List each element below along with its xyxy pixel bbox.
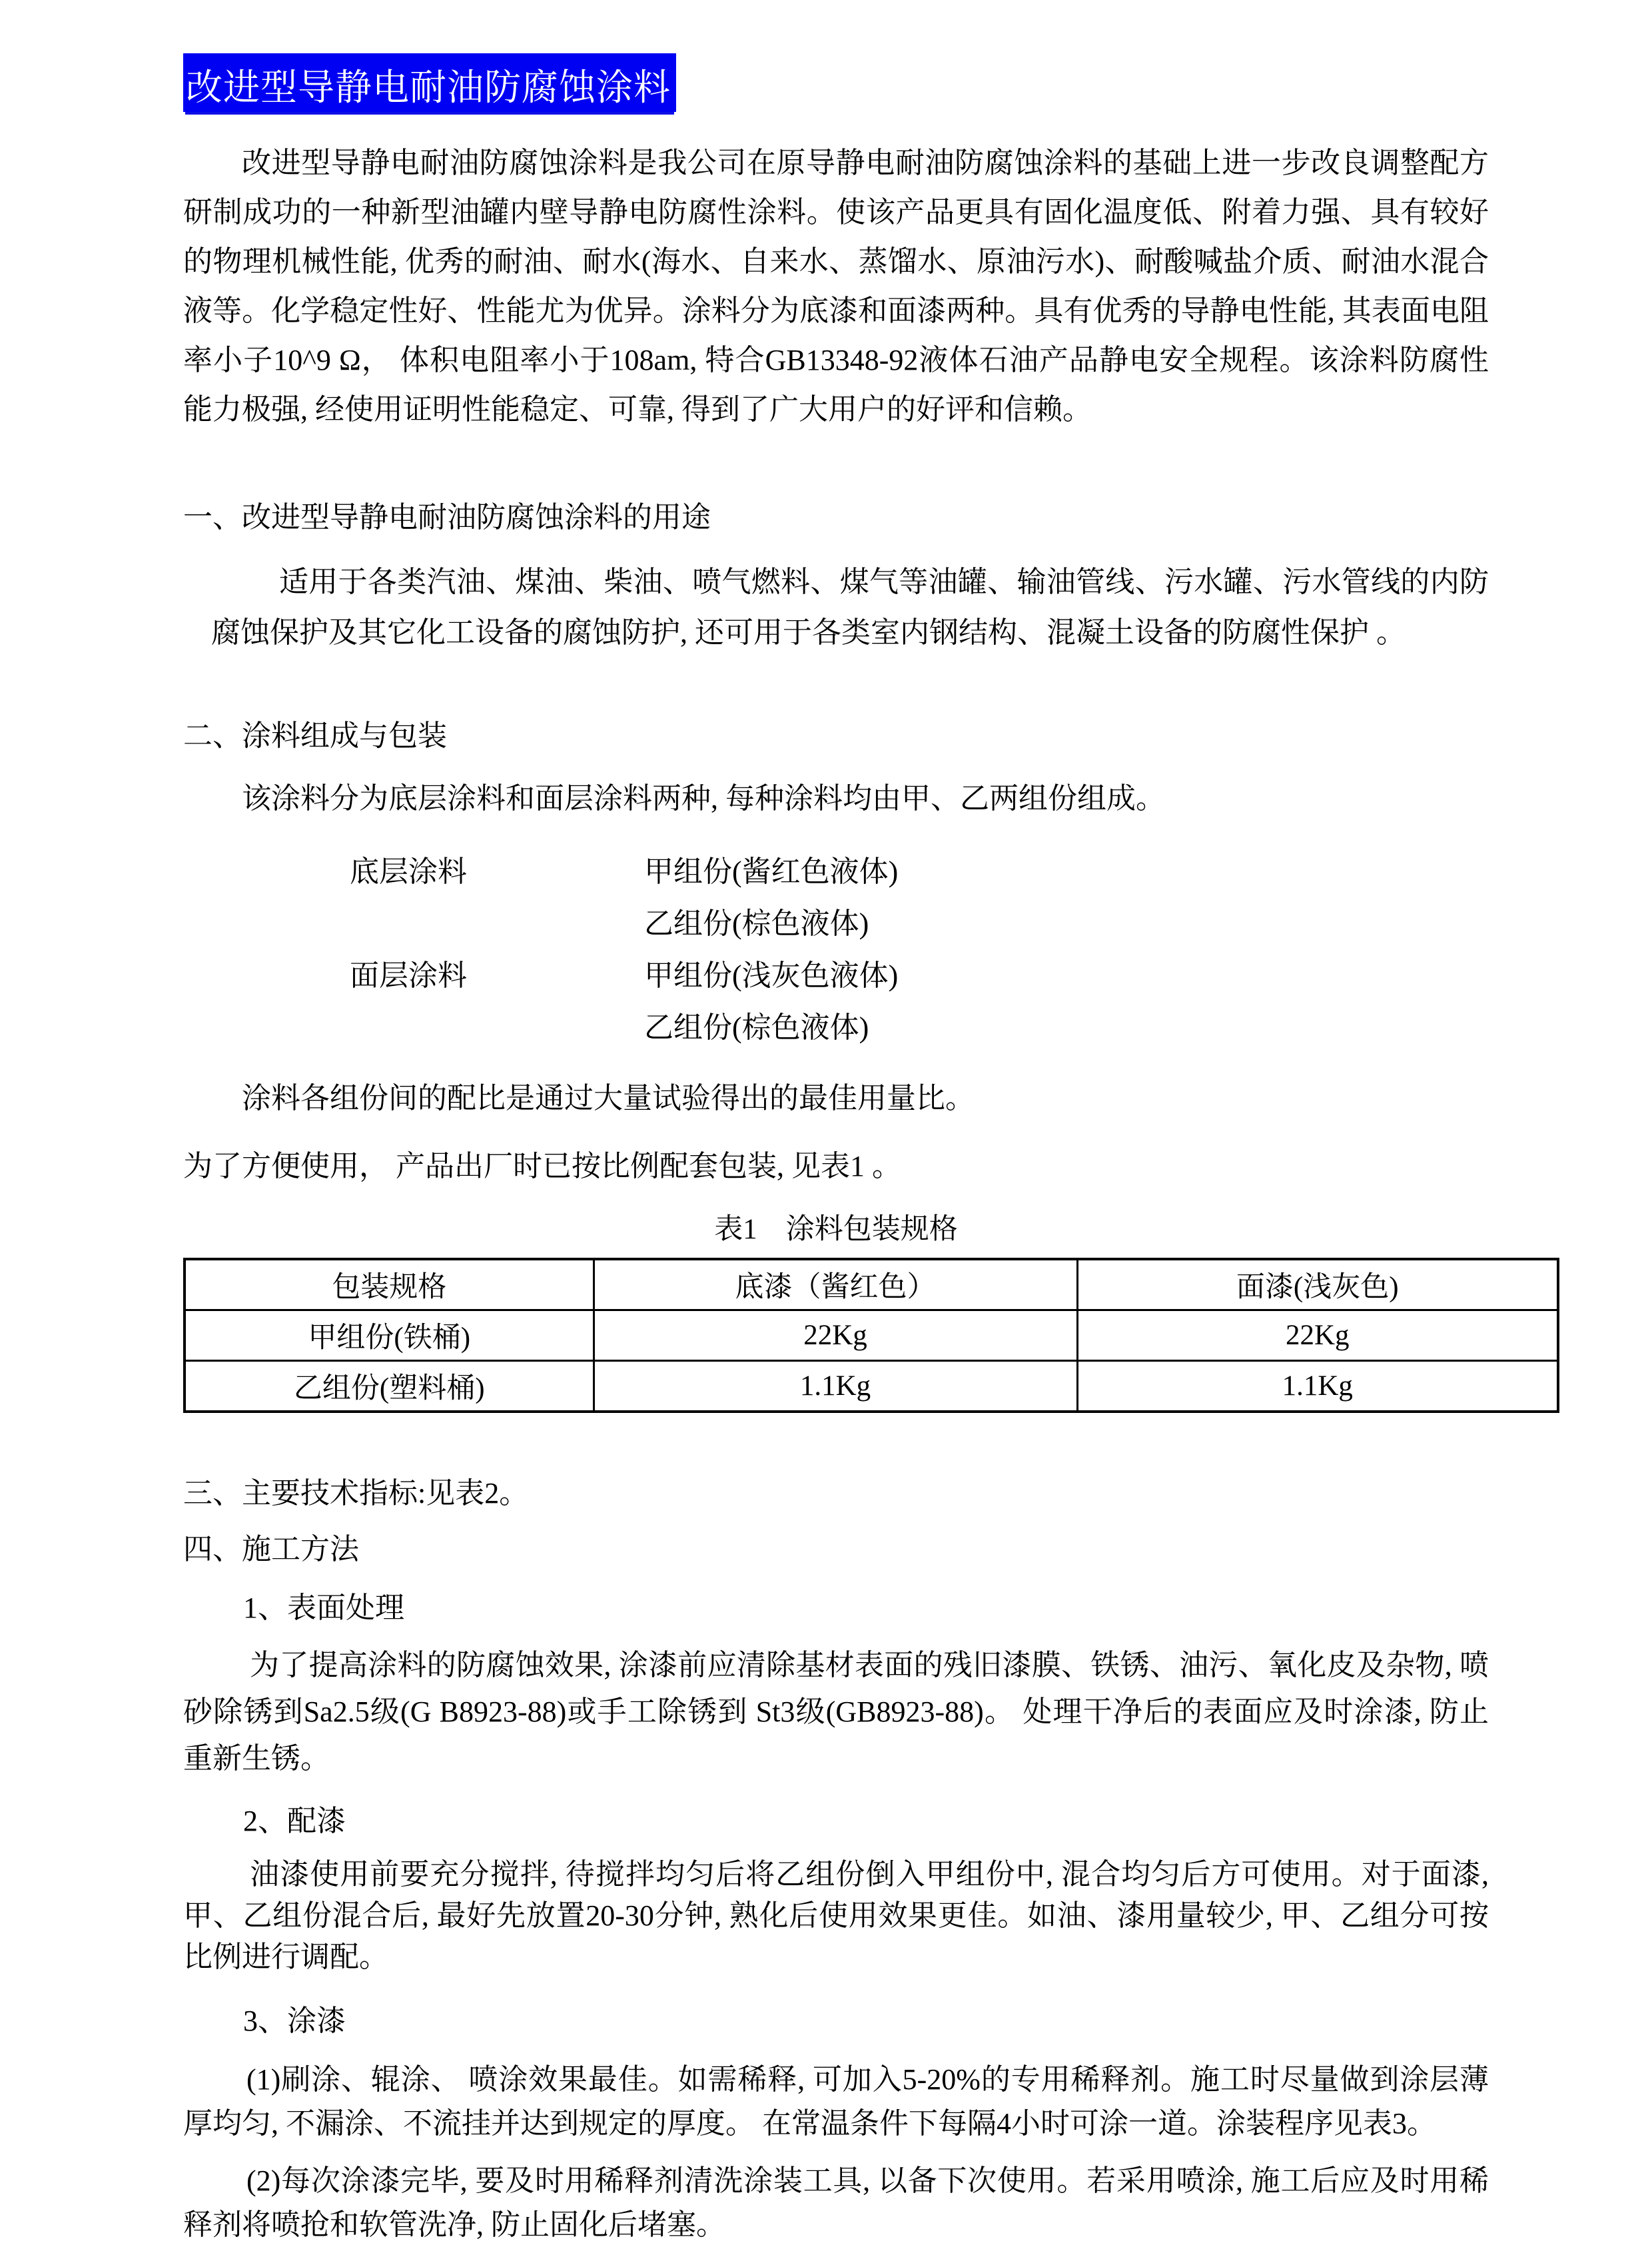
section-4-heading: 四、施工方法 [183, 1533, 359, 1566]
document-title: 改进型导静电耐油防腐蚀涂料 [183, 53, 676, 112]
paint-mixing-paragraph: 油漆使用前要充分搅拌, 待搅拌均匀后将乙组份倒入甲组份中, 混合均匀后方可使用。对于面漆, 甲、乙组份混合后, 最好先放置20-30分钟, 熟化后使用效果更佳。如油、漆用量较少, 甲、乙组分可按比例进行调配。 [183, 1858, 1489, 1973]
section-2-heading: 二、涂料组成与包装 [183, 719, 447, 752]
table-row [185, 1361, 1558, 1412]
component-list [183, 846, 1489, 1054]
table-header-cell: 包装规格 [185, 1259, 594, 1310]
component-layer-label [350, 1002, 644, 1054]
table-row [185, 1310, 1558, 1361]
table-cell: 甲组份(铁桶) [185, 1310, 594, 1361]
section-1-body: 适用于各类汽油、煤油、柴油、喷气燃料、煤气等油罐、输油管线、污水罐、污水管线的内防腐蚀保护及其它化工设备的腐蚀防护, 还可用于各类室内钢结构、混凝土设备的防腐性保护 。 [211, 566, 1489, 649]
table-cell: 1.1Kg [1077, 1361, 1558, 1412]
component-layer-label: 底层涂料 [350, 855, 467, 888]
intro-paragraph: 改进型导静电耐油防腐蚀涂料是我公司在原导静电耐油防腐蚀涂料的基础上进一步改良调整配方研制成功的一种新型油罐内壁导静电防腐性涂料。使该产品更具有固化温度低、附着力强、具有较好的物理机械性能, 优秀的耐油、耐水(海水、自来水、蒸馏水、原油污水)、耐酸喊盐介质、耐油水混合液等。化学稳定性好、性能尤为优异。涂料分为底漆和面漆两种。具有优秀的导静电性能, 其表面电阻率小子10^9 Ω， 体积电阻率小于108am, 特合GB13348-92液体石油产品静电安全规程。该涂料防腐性能力极强, 经使用证明性能稳定、可靠, 得到了广大用户的好评和信赖。 [183, 147, 1489, 426]
table-cell: 乙组份(塑料桶) [185, 1361, 594, 1412]
table-caption: 表1 涂料包装规格 [714, 1214, 958, 1245]
component-row [183, 898, 1489, 950]
packaging-note: 为了方便使用， 产品出厂时已按比例配套包装, 见表1 。 [183, 1150, 901, 1182]
sub-heading-surface-treatment: 1、表面处理 [243, 1591, 404, 1624]
component-row [183, 846, 1489, 898]
packaging-table [183, 1258, 1559, 1413]
section-1-heading: 一、改进型导静电耐油防腐蚀涂料的用途 [183, 501, 711, 534]
component-part-label: 乙组份(棕色液体) [644, 1011, 869, 1044]
component-layer-label [350, 898, 644, 950]
table-cell: 22Kg [594, 1310, 1077, 1361]
painting-step-2: (2)每次涂漆完毕, 要及时用稀释剂清洗涂装工具, 以备下次使用。若采用喷涂, 施工后应及时用稀释剂将喷抢和软管洗净, 防止固化后堵塞。 [183, 2164, 1489, 2241]
table-header-row [185, 1259, 1558, 1310]
sub-heading-paint-mixing: 2、配漆 [243, 1805, 346, 1837]
component-row [183, 950, 1489, 1002]
table-cell: 22Kg [1077, 1310, 1558, 1361]
component-part-label: 甲组份(浅灰色液体) [644, 959, 899, 992]
table-header-cell: 面漆(浅灰色) [1077, 1259, 1558, 1310]
surface-treatment-paragraph: 为了提高涂料的防腐蚀效果, 涂漆前应清除基材表面的残旧漆膜、铁锈、油污、氧化皮及杂物, 喷砂除锈到Sa2.5级(G B8923-88)或手工除锈到 St3级(GB8923-88)。 处理干净后的表面应及时涂漆, 防止重新生锈。 [183, 1649, 1489, 1775]
component-layer-label: 面层涂料 [350, 959, 467, 992]
component-part-label: 乙组份(棕色液体) [644, 907, 869, 940]
painting-step-1: (1)刷涂、辊涂、 喷涂效果最佳。如需稀释, 可加入5-20%的专用稀释剂。施工时尽量做到涂层薄厚均匀, 不漏涂、不流挂并达到规定的厚度。 在常温条件下每隔4小时可涂一道。涂装程序见表3。 [183, 2063, 1489, 2140]
table-cell: 1.1Kg [594, 1361, 1077, 1412]
table-header-cell: 底漆（酱红色） [594, 1259, 1077, 1310]
section-2-intro: 该涂料分为底层涂料和面层涂料两种, 每种涂料均由甲、乙两组份组成。 [242, 782, 1165, 815]
component-row [183, 1002, 1489, 1054]
section-3-heading: 三、主要技术指标:见表2。 [183, 1477, 529, 1510]
component-part-label: 甲组份(酱红色液体) [644, 855, 899, 888]
ratio-note: 涂料各组份间的配比是通过大量试验得出的最佳用量比。 [242, 1082, 975, 1115]
sub-heading-painting: 3、涂漆 [243, 2005, 346, 2037]
